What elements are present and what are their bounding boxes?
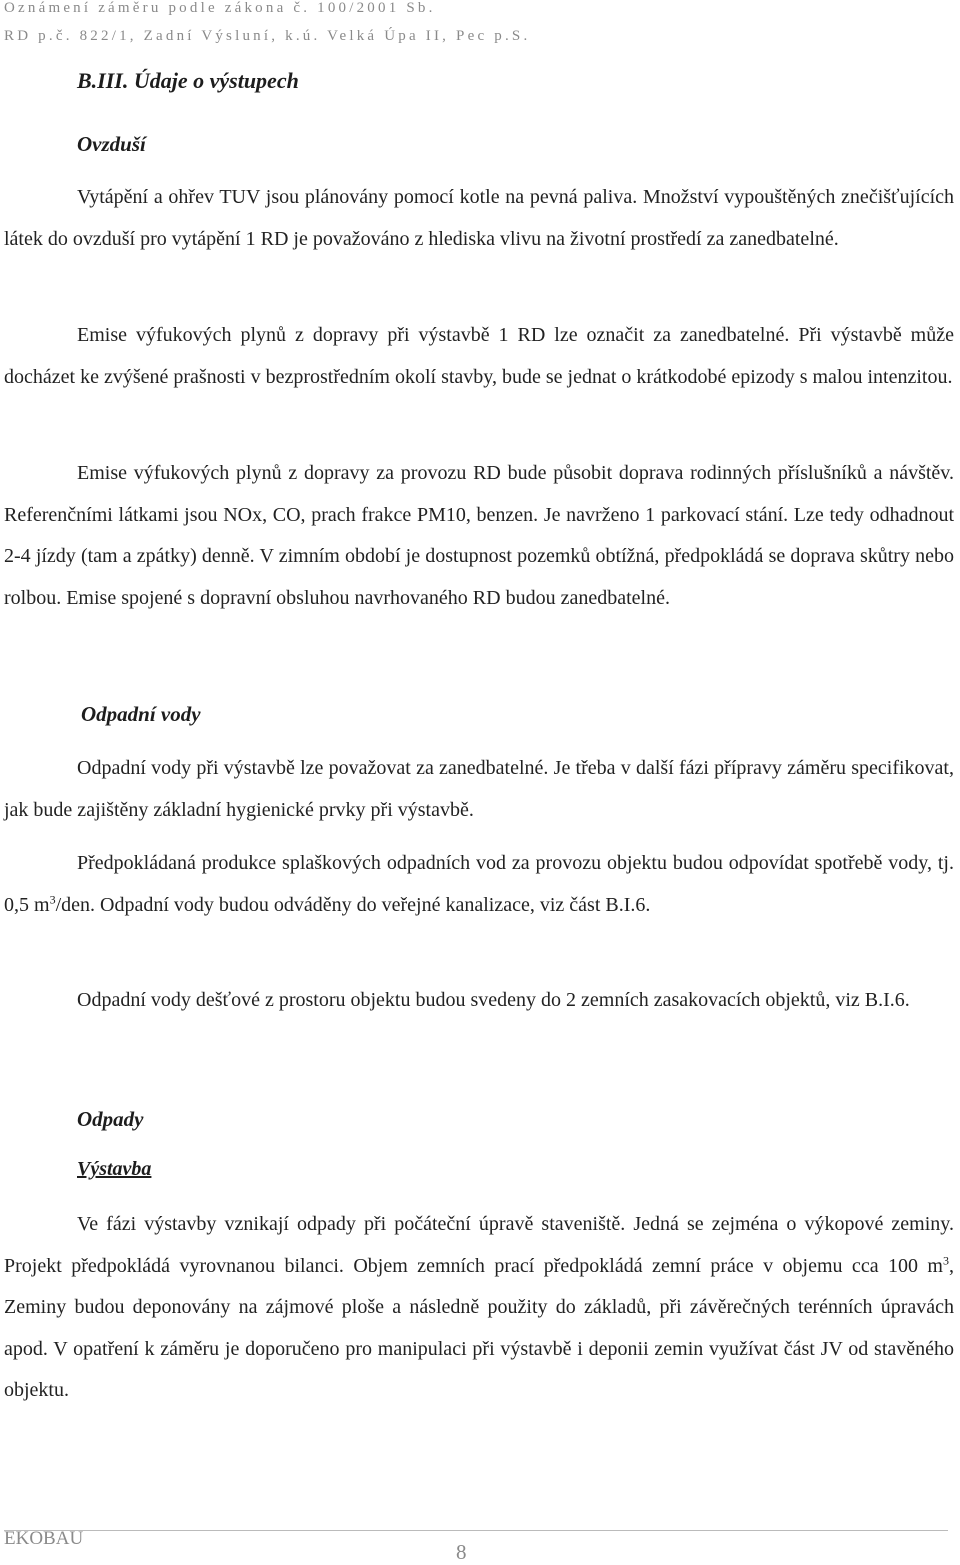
vystavba-subheading: Výstavba <box>77 1158 152 1180</box>
section-title: B.III. Údaje o výstupech <box>77 68 299 93</box>
footer-company: EKOBAU <box>4 1528 84 1549</box>
page-number: 8 <box>456 1540 467 1564</box>
odpadni-vody-paragraph-3: Odpadní vody dešťové z prostoru objektu budou svedeny do 2 zemních zasakovacích objektů, viz B.I.6. <box>77 989 910 1011</box>
document-header-subtitle: RD p.č. 822/1, Zadní Výsluní, k.ú. Velká Úpa II, Pec p.S. <box>4 28 531 44</box>
odpady-heading: Odpady <box>77 1107 144 1131</box>
odpadni-vody-p2-text-b: /den. Odpadní vody budou odváděny do veřejné kanalizace, viz část B.I.6. <box>55 893 651 916</box>
ovzdusi-paragraph-2: Emise výfukových plynů z dopravy při výstavbě 1 RD lze označit za zanedbatelné. Při výstavbě může docházet ke zvýšené prašnosti v bezprostředním okolí stavby, bude se jednat o krátkodobé epizody s malou intenzitou. <box>4 324 954 388</box>
odpadni-vody-p2-text-a: Předpokládaná produkce splaškových odpadních vod za provozu objektu budou odpovídat spotřebě vody, tj. 0,5 m <box>4 852 954 916</box>
odpady-paragraph-1 <box>4 1204 954 1412</box>
document-header-title: Oznámení záměru podle zákona č. 100/2001 Sb. <box>4 0 436 16</box>
odpadni-vody-paragraph-2 <box>4 843 954 926</box>
ovzdusi-paragraph-3: Emise výfukových plynů z dopravy za provozu RD bude působit doprava rodinných příslušníků a návštěv. Referenčními látkami jsou NOx, CO, prach frakce PM10, benzen. Je navrženo 1 parkovací stání. Lze tedy odhadnout 2-4 jízdy (tam a zpátky) denně. V zimním období je dostupnost pozemků obtížná, předpokládá se doprava skůtry nebo rolbou. Emise spojené s dopravní obsluhou navrhovaného RD budou zanedbatelné. <box>4 462 954 609</box>
footer-divider <box>4 1530 948 1531</box>
odpadni-vody-paragraph-1: Odpadní vody při výstavbě lze považovat za zanedbatelné. Je třeba v další fázi přípravy záměru specifikovat, jak bude zajištěny základní hygienické prvky při výstavbě. <box>4 757 954 821</box>
ovzdusi-heading: Ovzduší <box>77 132 146 156</box>
odpady-p1-text-b: , Zeminy budou deponovány na zájmové ploše a následně použity do základů, při závěrečných terénních úpravách apod. V opatření k záměru je doporučeno pro manipulaci při výstavbě i deponii zemin využívat část JV od stavěného objektu. <box>4 1254 954 1401</box>
cubic-superscript: 3 <box>49 891 56 906</box>
odpadni-vody-heading: Odpadní vody <box>81 702 201 726</box>
odpady-p1-text-a: Ve fázi výstavby vznikají odpady při počáteční úpravě staveniště. Jedná se zejména o výkopové zeminy. Projekt předpokládá vyrovnanou bilanci. Objem zemních prací předpokládá zemní práce v objemu cca 100 m <box>4 1213 954 1277</box>
cubic-superscript: 3 <box>943 1252 949 1267</box>
ovzdusi-paragraph-1: Vytápění a ohřev TUV jsou plánovány pomocí kotle na pevná paliva. Množství vypouštěných znečišťujících látek do ovzduší pro vytápění 1 RD je považováno z hlediska vlivu na životní prostředí za zanedbatelné. <box>4 186 954 250</box>
